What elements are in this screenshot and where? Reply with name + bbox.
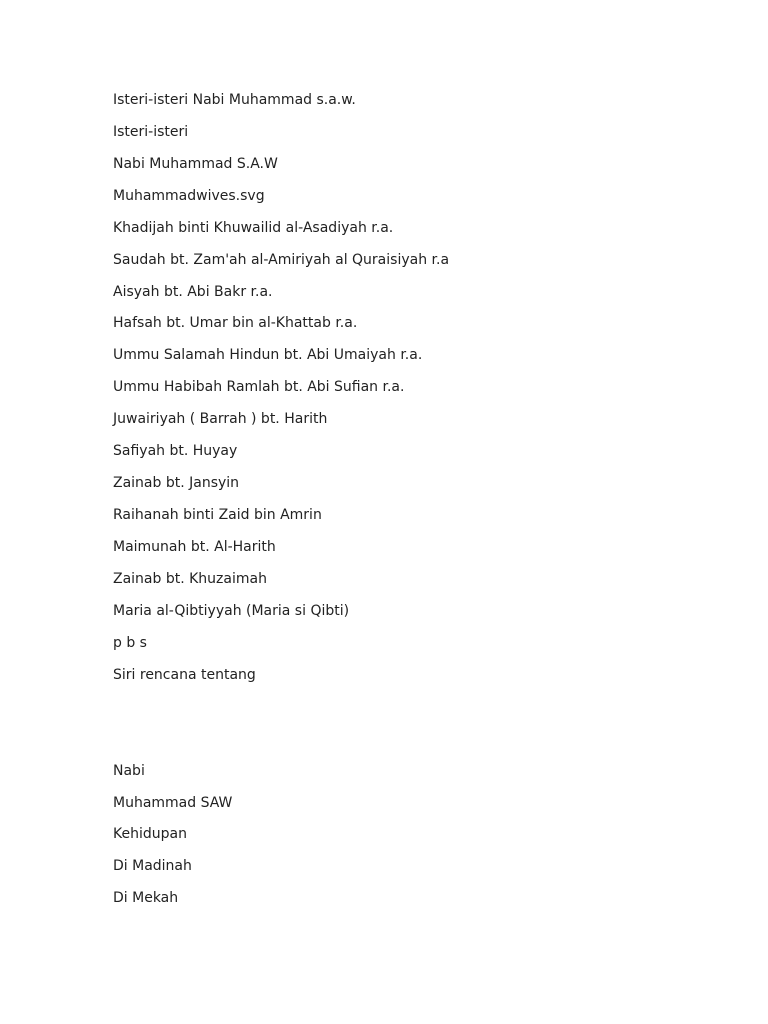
wife-name-line: Zainab bt. Khuzaimah [113, 571, 267, 587]
series-line: Di Mekah [113, 890, 179, 906]
wife-name-line: Ummu Habibah Ramlah bt. Abi Sufian r.a. [113, 379, 405, 395]
wife-name-line: Aisyah bt. Abi Bakr r.a. [113, 284, 273, 300]
wife-name-line: Safiyah bt. Huyay [113, 443, 238, 459]
wife-name-line: Maria al-Qibtiyyah (Maria si Qibti) [113, 603, 350, 619]
document-line: Isteri-isteri [113, 124, 189, 140]
wife-name-line: Raihanah binti Zaid bin Amrin [113, 507, 322, 523]
wife-name-line: Juwairiyah ( Barrah ) bt. Harith [113, 411, 328, 427]
wife-name-line: Khadijah binti Khuwailid al-Asadiyah r.a. [113, 220, 394, 236]
series-line: Kehidupan [113, 826, 187, 842]
series-line: Nabi [113, 763, 145, 779]
wife-name-line: Saudah bt. Zam'ah al-Amiriyah al Quraisiyah r.a [113, 252, 450, 268]
wife-name-line: Maimunah bt. Al-Harith [113, 539, 276, 555]
series-line: Di Madinah [113, 858, 192, 874]
wife-name-line: Hafsah bt. Umar bin al-Khattab r.a. [113, 315, 358, 331]
series-line: Muhammad SAW [113, 795, 233, 811]
wife-name-line: Zainab bt. Jansyin [113, 475, 240, 491]
image-filename: Muhammadwives.svg [113, 188, 265, 204]
document-line: Nabi Muhammad S.A.W [113, 156, 278, 172]
wife-name-line: Ummu Salamah Hindun bt. Abi Umaiyah r.a. [113, 347, 423, 363]
document-title: Isteri-isteri Nabi Muhammad s.a.w. [113, 92, 356, 108]
series-heading: Siri rencana tentang [113, 667, 256, 683]
navbox-links-line: p b s [113, 635, 147, 651]
